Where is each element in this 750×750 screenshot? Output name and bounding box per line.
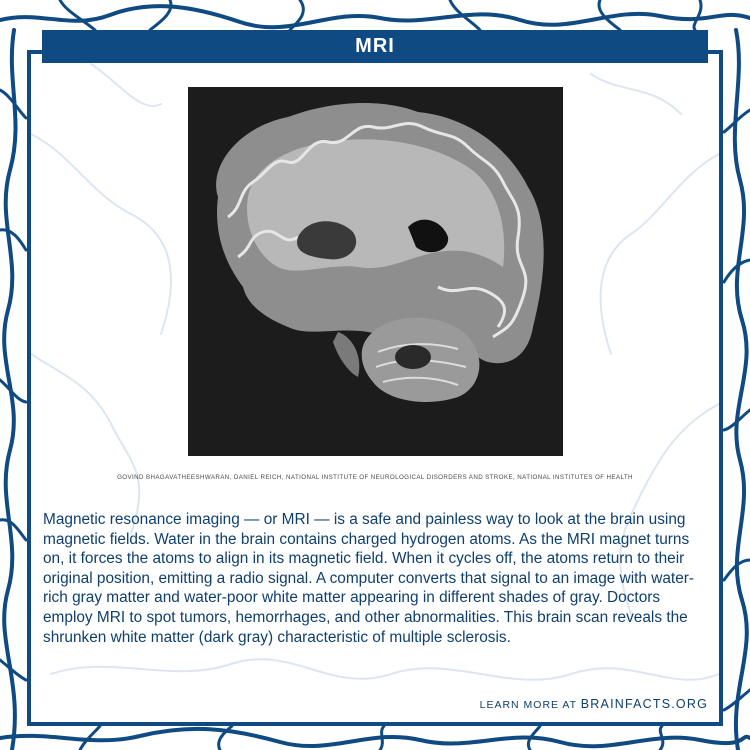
brainfacts-site: BRAINFACTS.ORG — [580, 697, 708, 711]
image-credit: GOVIND BHAGAVATHEESHWARAN, DANIEL REICH, NATIONAL INSTITUTE OF NEUROLOGICAL DISORDERS AND STROKE, NATIONAL INSTITUTES OF HEALTH — [117, 474, 633, 481]
page-title: MRI — [355, 35, 395, 57]
learn-more-prefix: LEARN MORE AT — [479, 699, 577, 711]
title-banner — [42, 30, 708, 63]
description-paragraph: Magnetic resonance imaging — or MRI — is a safe and painless way to look at the brain using magnetic fields. Water in the brain contains charged hydrogen atoms. As the MRI magnet turns on, it forces the atoms to align in its magnetic field. When it cycles off, the atoms return to their original position, emitting a radio signal. A computer converts that signal to an image with water-rich gray matter and water-poor white matter appearing in different shades of gray. Doctors employ MRI to spot tumors, hemorrhages, and other abnormalities. This brain scan reveals the shrunken white matter (dark gray) characteristic of multiple sclerosis. — [43, 511, 695, 646]
learn-more-link[interactable] — [480, 697, 708, 711]
brain-scan-image — [188, 87, 563, 456]
